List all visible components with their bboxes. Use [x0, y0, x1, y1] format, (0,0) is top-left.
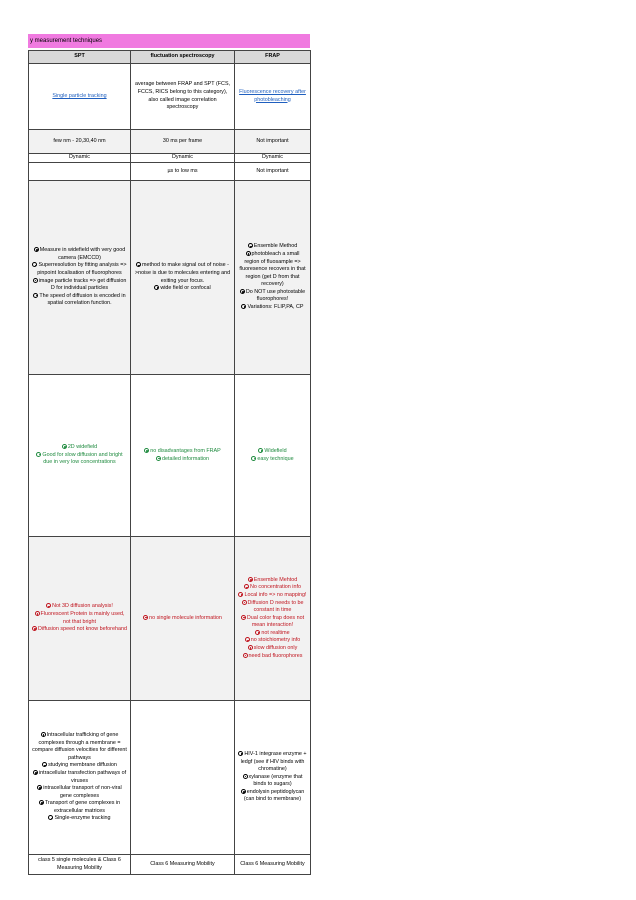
cell-frap-resolution: Not important — [235, 130, 311, 154]
bullet-marker-icon — [240, 289, 245, 294]
bullet-text: wide field or confocal — [160, 285, 211, 292]
cell-frap-principle — [235, 181, 311, 375]
bullet-marker-icon — [34, 247, 39, 252]
bullet-text: no single molecule information — [149, 614, 222, 621]
bullet-text: Intracellular trafficking of gene complexes through a membrane = compare diffusion velocities for different pathways — [32, 731, 127, 761]
bullet-item — [32, 247, 127, 262]
bullet-item — [32, 452, 127, 467]
bullet-item — [238, 600, 307, 615]
row-type — [29, 154, 311, 163]
bullet-item — [32, 762, 127, 770]
bullet-item — [32, 293, 127, 308]
header-frap: FRAP — [235, 51, 311, 64]
bullet-text: need bad fluorophores — [248, 652, 303, 659]
bullet-text: No concentration info — [250, 584, 301, 591]
bullet-text: HIV-1 integrase enzyme + ledgf (see if HIV binds with chromatine) — [240, 750, 307, 773]
bullet-text: Local info => no mapping! — [244, 591, 307, 598]
bullet-item — [134, 285, 231, 293]
bullet-marker-icon — [244, 584, 249, 589]
bullet-item — [238, 448, 307, 456]
bullet-marker-icon — [33, 293, 38, 298]
header-row — [29, 51, 311, 64]
spt-link[interactable]: Single particle tracking — [52, 92, 107, 99]
bullet-item — [238, 630, 307, 638]
cell-fs-time: µs to low ms — [131, 163, 235, 181]
bullet-marker-icon — [242, 600, 247, 605]
bullet-text: Fluorescent Protein is mainly used, not that bright — [40, 610, 125, 625]
bullet-text: no disadvantages from FRAP — [150, 447, 221, 454]
cell-spt-time — [29, 163, 131, 181]
row-name — [29, 64, 311, 130]
bullet-marker-icon — [243, 653, 248, 658]
row-resolution — [29, 130, 311, 154]
bullet-item — [134, 615, 231, 623]
bullet-item — [32, 732, 127, 762]
cell-fs-name: average between FRAP and SPT (FCS, FCCS, RICS belong to this category), also called image correlation spectroscopy — [131, 64, 235, 130]
bullet-text: Ensemble Mehtod — [253, 576, 298, 583]
bullet-text: 2D widefield — [67, 444, 98, 451]
bullet-marker-icon — [248, 577, 253, 582]
cell-fs-applications — [131, 701, 235, 855]
bullet-text: detailed information — [161, 455, 210, 462]
cell-spt-name — [29, 64, 131, 130]
bullet-marker-icon — [62, 444, 67, 449]
bullet-item — [238, 584, 307, 592]
bullet-text: The speed of diffusion is encoded in spatial correlation function. — [39, 292, 126, 307]
header-fluctuation: fluctuation spectroscopy — [131, 51, 235, 64]
cell-fs-advantages — [131, 375, 235, 537]
bullet-text: Superresolution by fitting analysis => pinpoint localisation of fluorophores — [37, 262, 127, 276]
bullet-marker-icon — [243, 774, 248, 779]
bullet-text: Transport of gene complexes in extracellular matrices — [44, 800, 121, 814]
cell-frap-time: Not important — [235, 163, 311, 181]
cell-spt-advantages — [29, 375, 131, 537]
row-time — [29, 163, 311, 181]
cell-frap-name — [235, 64, 311, 130]
row-disadvantages — [29, 537, 311, 701]
bullet-marker-icon — [144, 448, 149, 453]
bullet-item — [32, 278, 127, 293]
bullet-item — [238, 774, 307, 789]
bullet-marker-icon — [241, 615, 246, 620]
bullet-marker-icon — [255, 630, 260, 635]
cell-frap-disadvantages — [235, 537, 311, 701]
bullet-marker-icon — [46, 603, 51, 608]
bullet-marker-icon — [136, 262, 141, 267]
bullet-item — [32, 626, 127, 634]
bullet-item — [238, 304, 307, 312]
cell-frap-type: Dynamic — [235, 154, 311, 163]
bullet-item — [238, 751, 307, 774]
bullet-item — [32, 815, 127, 823]
bullet-item — [238, 637, 307, 645]
cell-fs-type: Dynamic — [131, 154, 235, 163]
bullet-marker-icon — [241, 304, 246, 309]
cell-spt-type: Dynamic — [29, 154, 131, 163]
bullet-marker-icon — [251, 456, 256, 461]
cell-spt-resolution: few nm - 20,30,40 nm — [29, 130, 131, 154]
cell-fs-resolution: 30 ms per frame — [131, 130, 235, 154]
bullet-item — [32, 785, 127, 800]
bullet-text: Widefield — [264, 447, 287, 454]
bullet-marker-icon — [154, 285, 159, 290]
bullet-marker-icon — [238, 751, 243, 756]
cell-fs-principle — [131, 181, 235, 375]
section-banner: y measurement techniques — [28, 34, 310, 48]
bullet-marker-icon — [48, 815, 53, 820]
bullet-item — [238, 289, 307, 304]
bullet-text: Diffusion D needs to be constant in time — [247, 599, 304, 614]
bullet-item — [134, 262, 231, 285]
bullet-marker-icon — [156, 456, 161, 461]
bullet-marker-icon — [241, 789, 246, 794]
bullet-marker-icon — [32, 262, 37, 267]
bullet-marker-icon — [33, 770, 38, 775]
bullet-item — [238, 645, 307, 653]
bullet-marker-icon — [42, 762, 47, 767]
cell-spt-course: class 5 single molecules & Class 6 Measuring Mobility — [29, 855, 131, 875]
bullet-text: slow diffusion only — [253, 645, 298, 652]
bullet-item — [32, 770, 127, 785]
cell-fs-disadvantages — [131, 537, 235, 701]
cell-spt-applications — [29, 701, 131, 855]
header-spt: SPT — [29, 51, 131, 64]
bullet-text: Measure in widefield with very good camera (EMCCD) — [39, 247, 126, 261]
cell-frap-course: Class 6 Measuring Mobility — [235, 855, 311, 875]
bullet-item — [238, 615, 307, 630]
bullet-text: no stoichiometry info — [250, 637, 301, 644]
bullet-item — [238, 789, 307, 804]
cell-frap-advantages — [235, 375, 311, 537]
bullet-marker-icon — [37, 785, 42, 790]
bullet-marker-icon — [143, 615, 148, 620]
bullet-item — [134, 448, 231, 456]
bullet-marker-icon — [248, 243, 253, 248]
bullet-item — [32, 603, 127, 611]
row-applications — [29, 701, 311, 855]
bullet-item — [32, 800, 127, 815]
row-course — [29, 855, 311, 875]
bullet-text: Not 3D diffusion analysis! — [52, 603, 113, 610]
bullet-item — [238, 243, 307, 251]
comparison-table — [28, 50, 311, 875]
bullet-text: image particle tracks => get diffusion D for individual particles — [38, 277, 127, 292]
cell-spt-disadvantages — [29, 537, 131, 701]
bullet-marker-icon — [39, 800, 44, 805]
bullet-marker-icon — [258, 448, 263, 453]
row-advantages — [29, 375, 311, 537]
bullet-item — [238, 251, 307, 289]
bullet-marker-icon — [33, 278, 38, 283]
bullet-text: Do NOT use photostable fluorophores! — [245, 288, 306, 303]
bullet-text: intracellular transport of non-viral gene complexes — [43, 785, 122, 799]
bullet-item — [32, 611, 127, 626]
row-principle — [29, 181, 311, 375]
bullet-marker-icon — [32, 626, 37, 631]
bullet-text: endolysin peptidoglycan (can bind to membrane) — [243, 788, 305, 803]
bullet-text: Good for slow diffusion and bright due in very low concentrations — [42, 451, 123, 466]
bullet-text: Ensemble Method — [253, 243, 298, 250]
bullet-text: xylanase (enzyme that binds to sugars) — [248, 773, 303, 788]
bullet-marker-icon — [35, 611, 40, 616]
bullet-text: intracellular transfection pathways of viruses — [38, 769, 127, 784]
bullet-marker-icon — [238, 592, 243, 597]
bullet-text: Single-enzyme tracking — [54, 815, 111, 822]
cell-spt-principle — [29, 181, 131, 375]
bullet-marker-icon — [41, 732, 46, 737]
bullet-text: method to make signal out of noise ->noise is due to molecules entering and exiting your focus. — [134, 262, 231, 284]
cell-fs-course: Class 6 Measuring Mobility — [131, 855, 235, 875]
bullet-text: Variations: FLIP,PA, CP — [247, 304, 304, 311]
bullet-text: studying membrane diffusion — [48, 762, 117, 769]
bullet-marker-icon — [36, 452, 41, 457]
bullet-text: not realtime — [261, 629, 290, 636]
bullet-text: photobleach a small region of fluosample => fluoresence recovers in that region (get D from that recovery) — [239, 250, 306, 288]
bullet-marker-icon — [246, 251, 251, 256]
bullet-marker-icon — [245, 637, 250, 642]
frap-link[interactable]: Fluorescence recovery after photobleaching — [239, 88, 306, 103]
bullet-item — [238, 456, 307, 464]
bullet-text: Diffusion speed not know beforehand — [38, 626, 127, 633]
bullet-marker-icon — [248, 645, 253, 650]
bullet-item — [238, 592, 307, 600]
bullet-item — [238, 653, 307, 661]
bullet-text: easy technique — [257, 455, 294, 462]
bullet-text: Dual color frap does not mean interaction! — [246, 614, 305, 629]
bullet-item — [32, 444, 127, 452]
cell-frap-applications — [235, 701, 311, 855]
bullet-item — [32, 262, 127, 277]
bullet-item — [238, 577, 307, 585]
bullet-item — [134, 456, 231, 464]
